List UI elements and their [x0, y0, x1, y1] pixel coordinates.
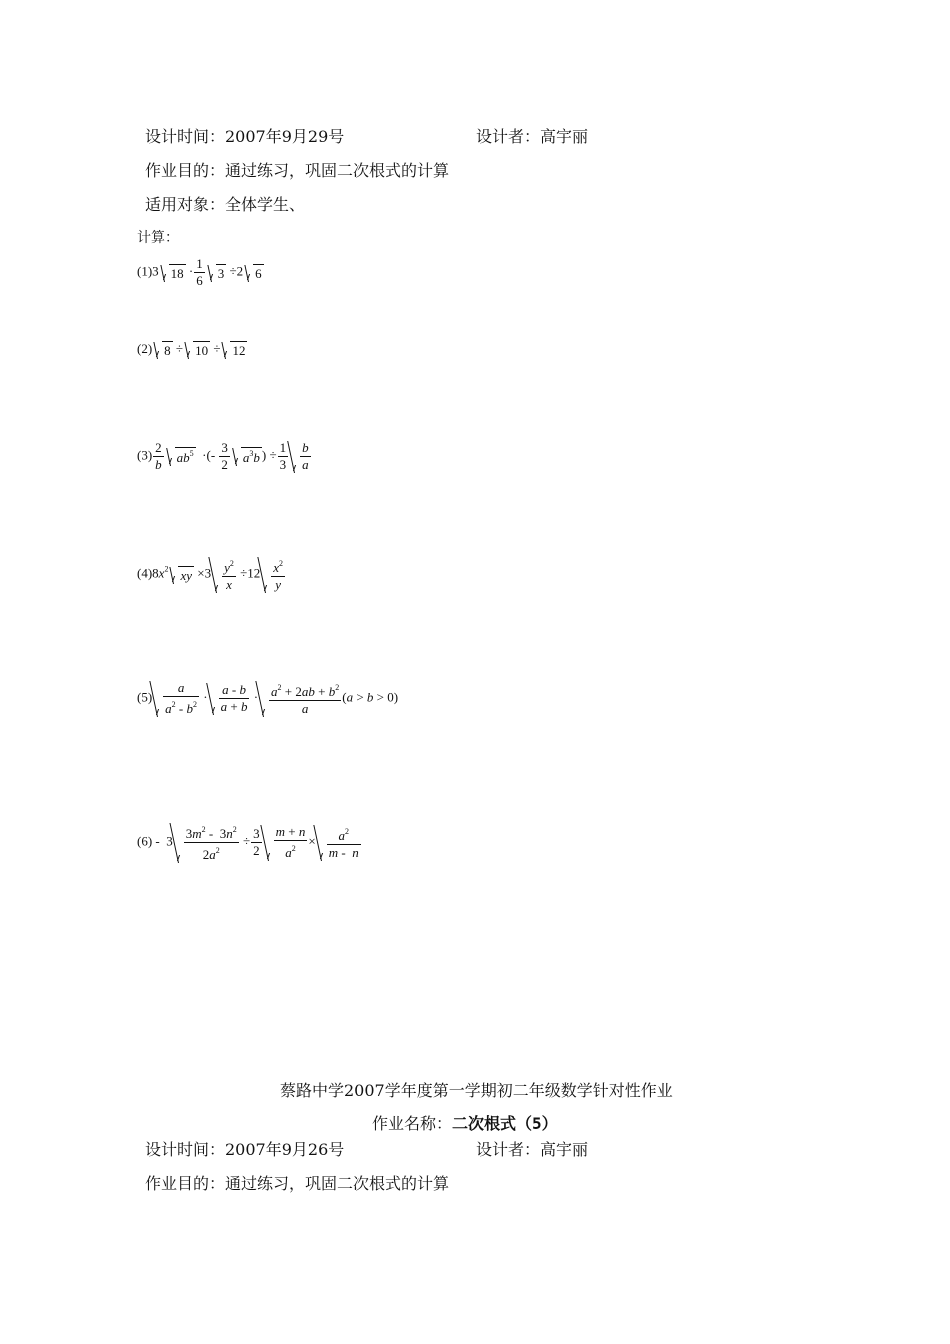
problem-4: $(4)8x^2$ xy ×3 $\frac{y^2}{x}$ ÷12 $\frac{x^2}{y}$ [137, 556, 286, 593]
purpose-2: 作业目的：通过练习，巩固二次根式的计算 [145, 1174, 450, 1193]
problem-3: (3) $\frac{2}{b}$ $ab^5$ ·(- $\frac{3}{2}$ $a^3b$ ) ÷ $\frac{1}{3}$ $\frac{b}{a}$ [137, 440, 312, 473]
designer-2: 设计者：高宇丽 [476, 1140, 589, 1159]
homework-name [372, 1114, 558, 1134]
problem-5-number: (5) [137, 689, 153, 705]
problem-3-number: (3) [137, 447, 153, 463]
school-title: 蔡路中学2007学年度第一学期初二年级数学针对性作业 [280, 1081, 673, 1100]
problem-6-number: (6) [137, 833, 153, 849]
homework-name-label: 作业名称： [372, 1114, 453, 1133]
designer: 设计者：高宇丽 [476, 127, 589, 146]
compute-label: 计算： [137, 230, 179, 246]
problem-1-number: (1) [137, 263, 153, 279]
problem-6: (6) - 3 $\frac{3m^2 - 3n^2}{2a^2}$ ÷ $\frac{3}{2}$ $\frac{m + n}{a^2}$ × $\frac{a^2}{m - n}$ [137, 822, 362, 863]
problem-4-number: (4) [137, 565, 153, 581]
problem-2-number: (2) [137, 341, 153, 356]
purpose: 作业目的：通过练习，巩固二次根式的计算 [145, 161, 450, 180]
homework-name-value: 二次根式（5） [452, 1114, 558, 1133]
problem-5: (5) $\frac{a}{a^2 - b^2}$ · $\frac{a - b}{a + b}$ · $\frac{a^2 + 2ab + b^2}{a}$ (a > b > 0) [137, 680, 399, 716]
audience: 适用对象：全体学生、 [145, 195, 306, 214]
problem-2: (2) 8 ÷ 10 ÷ 12 [137, 341, 246, 359]
design-time: 设计时间：2007年9月29号 [145, 127, 345, 146]
design-time-2: 设计时间：2007年9月26号 [145, 1140, 345, 1159]
problem-1: (1)3 18 · $\frac{1}{6}$ 3 ÷2 6 [137, 256, 262, 288]
